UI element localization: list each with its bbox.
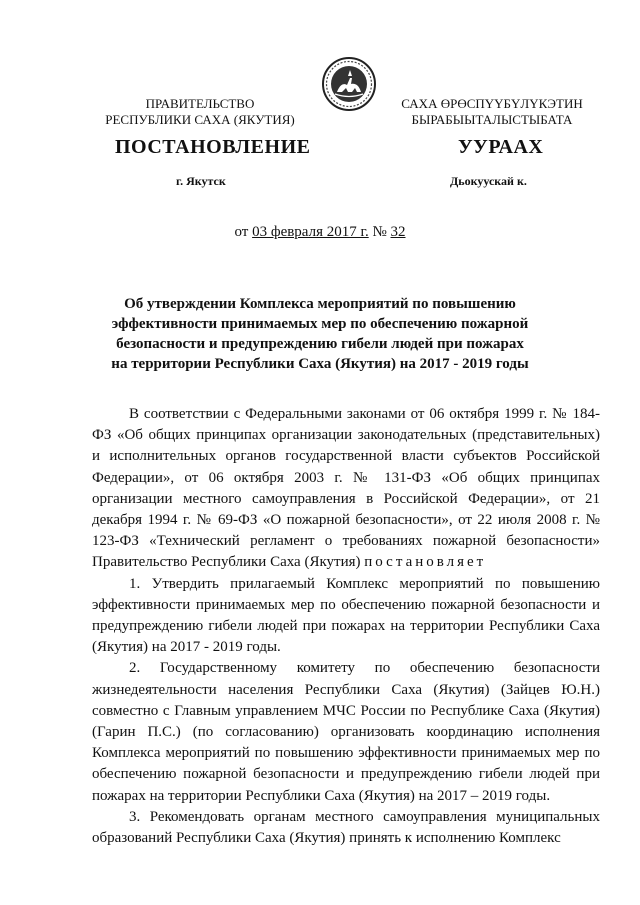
preamble-paragraph [92, 404, 600, 574]
issuer-ru-line1: ПРАВИТЕЛЬСТВО [145, 96, 255, 111]
issuer-sakha-line1: САХА ӨРӨСПҮҮБҮЛҮКЭТИН [401, 96, 583, 111]
date-number-line [0, 224, 640, 241]
item-2: 2. Государственному комитету по обеспечению безопасности жизнедеятельности населения Республики Саха (Якутия) (Зайцев Ю.Н.) совместно с Главным управлением МЧС России по Республике Саха (Якутия) (Гарин П.С.) (по согласованию) организовать координацию исполнения Комплекса мероприятий по повышению эффективности принимаемых мер по обеспечению пожарной безопасности и предупреждению гибели людей при пожарах на территории Республики Саха (Якутия) на 2017 – 2019 годы. [92, 660, 600, 804]
issuer-ru-line2: РЕСПУБЛИКИ САХА (ЯКУТИЯ) [105, 112, 295, 127]
document-number: 32 [390, 224, 406, 240]
title-line: на территории Республики Саха (Якутия) на 2017 - 2019 годы [111, 356, 529, 372]
document-kind-sakha: УУРААХ [458, 136, 544, 158]
city-ru: г. Якутск [176, 174, 226, 188]
issuer-sakha [388, 96, 596, 128]
item-3: 3. Рекомендовать органам местного самоуправления муниципальных образований Республики Саха (Якутия) принять к исполнению Комплекс [92, 808, 600, 847]
title-line: Об утверждении Комплекса мероприятий по повышению [124, 296, 516, 312]
date-prefix: от [234, 224, 249, 240]
issuer-ru [100, 96, 300, 128]
coat-of-arms-icon [321, 56, 377, 112]
document-kind-ru: ПОСТАНОВЛЕНИЕ [115, 136, 311, 158]
number-sign: № [372, 224, 387, 240]
title-line: безопасности и предупреждению гибели людей при пожарах [116, 336, 524, 352]
title-line: эффективности принимаемых мер по обеспечению пожарной [111, 316, 529, 332]
decree-word: постановляет [364, 554, 487, 571]
issuer-sakha-line2: БЫРАБЫЫТАЛЫСТЫБАТА [411, 112, 573, 127]
document-title [90, 294, 550, 374]
city-sakha: Дьокуускай к. [450, 174, 527, 188]
document-body [92, 404, 600, 849]
preamble-text: В соответствии с Федеральными законами от 06 октября 1999 г. № 184-ФЗ «Об общих принципах организации законодательных (представительных) и исполнительных органов государственной власти субъектов Российской Федерации», от 06 октября 2003 г. № 131-ФЗ «Об общих принципах организации местного самоуправления в Российской Федерации», от 21 декабря 1994 г. № 69-ФЗ «О пожарной безопасности», от 22 июля 2008 г. № 123-ФЗ «Технический регламент о требованиях пожарной безопасности» Правительство Республики Саха (Якутия) [92, 406, 600, 571]
item-1: 1. Утвердить прилагаемый Комплекс мероприятий по повышению эффективности принимаемых мер по обеспечению пожарной безопасности и предупреждению гибели людей при пожарах на территории Республики Саха (Якутия) на 2017 - 2019 годы. [92, 575, 600, 656]
document-date: 03 февраля 2017 г. [252, 224, 369, 240]
